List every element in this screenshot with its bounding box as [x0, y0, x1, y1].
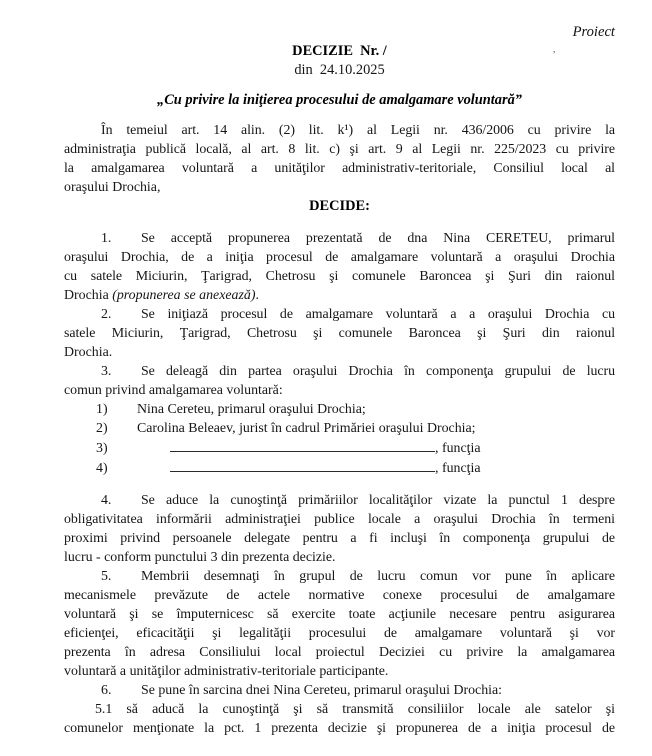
point-3-text: Se deleagă din partea oraşului Drochia în componenţa grupului de lucru	[141, 364, 615, 379]
point-4-number: 4.	[101, 493, 112, 508]
delegate-number: 4)	[96, 461, 108, 476]
preamble-paragraph	[64, 121, 615, 197]
point-1-line: oraşului Drochia, de a iniţia procesul de amalgamare voluntară a oraşului Drochia	[64, 250, 615, 265]
point-4-line: lucru - conform punctului 3 din prezenta decizie.	[64, 550, 336, 565]
watermark-proiect: Proiect	[572, 24, 615, 40]
point-3-line: comun privind amalgamarea voluntară:	[64, 383, 283, 398]
point-5-text: Membrii desemnaţi în grupul de lucru comun vor pune în aplicare	[141, 569, 615, 584]
point-5-line: prezenta în adresa Consiliului local proiectul Deciziei cu privire la amalgamarea	[64, 645, 615, 660]
point-1-text: .	[255, 288, 259, 303]
point-5-line: voluntară a unităţilor administrativ-teritoriale participante.	[64, 664, 389, 679]
point-1-text: Drochia	[64, 288, 113, 303]
point-5-number: 5.	[101, 569, 112, 584]
point-5-line: voluntară şi se împuternicesc să exercite toate acţiunile necesare pentru asigurarea	[64, 607, 615, 622]
point-6-1-paragraph	[64, 700, 615, 738]
delegate-row	[64, 419, 615, 438]
point-6-1-line: comunelor menţionate la pct. 1 prezenta decizie şi propunerea de a iniţia procesul de	[64, 721, 615, 736]
doc-number-line: DECIZIE Nr. /	[292, 43, 387, 59]
point-1-number: 1.	[101, 231, 112, 246]
point-4-text: Se aduce la cunoştinţă primăriilor localităţilor vizate la punctul 1 despre	[141, 493, 615, 508]
point-3-paragraph	[64, 362, 615, 400]
point-5-line	[64, 567, 615, 586]
point-6-number: 6.	[101, 683, 112, 698]
delegate-text: , funcţia	[435, 441, 481, 456]
point-2-text: Se iniţiază procesul de amalgamare voluntară a a oraşului Drochia cu	[141, 307, 615, 322]
point-2-number: 2.	[101, 307, 112, 322]
preamble-line: oraşului Drochia,	[64, 180, 161, 195]
point-5-line: eficienţei, eficacităţii şi legalităţii procesului de amalgamare voluntară şi vor	[64, 626, 615, 641]
delegate-number: 3)	[96, 441, 108, 456]
blank-name-field	[170, 458, 435, 472]
preamble-line: În temeiul art. 14 alin. (2) lit. k¹) al Legii nr. 436/2006 cu privire la	[101, 123, 615, 138]
point-2-paragraph	[64, 305, 615, 362]
point-5-line: mecanismele prevăzute de actele normative conexe procesului de amalgamare	[64, 588, 615, 603]
point-1-line	[64, 229, 615, 248]
delegate-text: Carolina Beleaev, jurist în cadrul Primăriei oraşului Drochia;	[137, 421, 476, 436]
point-2-line: Drochia.	[64, 345, 113, 360]
delegate-row	[64, 458, 615, 478]
blank-name-field	[170, 438, 435, 452]
delegate-row	[64, 400, 615, 419]
point-1-line: cu satele Miciurin, Ţarigrad, Chetrosu şi comunele Baroncea şi Şuri din raionul	[64, 269, 615, 284]
point-2-line: satele Miciurin, Ţarigrad, Chetrosu şi comunele Baroncea şi Şuri din raionul	[64, 326, 615, 341]
point-4-line: obligativitatea informării administraţiei publice locale a oraşului Drochia în termeni	[64, 512, 615, 527]
decide-heading: DECIDE:	[309, 198, 370, 214]
point-2-line	[64, 305, 615, 324]
point-3-number: 3.	[101, 364, 112, 379]
scan-artifact: ,	[553, 44, 556, 54]
point-1-paragraph	[64, 229, 615, 305]
point-1-line	[64, 286, 615, 305]
point-1-text: Se acceptă propunerea prezentată de dna Nina CERETEU, primarul	[141, 231, 615, 246]
delegates-list	[64, 400, 615, 478]
preamble-line: administraţia publică locală, al art. 8 lit. c) şi art. 9 al Legii nr. 225/2023 cu privire	[64, 142, 615, 157]
point-3-line	[64, 362, 615, 381]
delegate-number: 2)	[96, 421, 108, 436]
point-4-line	[64, 491, 615, 510]
point-4-line: proximi privind persoanele delegate pentru a fi incluşi în componenţa grupului de	[64, 531, 615, 546]
doc-date-line: din 24.10.2025	[294, 62, 385, 78]
point-1-annex-note: (propunerea se anexează)	[112, 288, 256, 303]
point-5-paragraph	[64, 567, 615, 681]
doc-subject-title: „Cu privire la iniţierea procesului de amalgamare voluntară”	[157, 92, 522, 108]
delegate-number: 1)	[96, 402, 108, 417]
delegate-text: Nina Cereteu, primarul oraşului Drochia;	[137, 402, 366, 417]
point-6-paragraph	[64, 681, 615, 700]
delegate-row	[64, 438, 615, 458]
point-6-1-number: 5.1	[95, 702, 113, 717]
point-6-1-text: să aducă la cunoştinţă şi să transmită consiliilor locale ale satelor şi	[126, 702, 615, 717]
point-6-text: Se pune în sarcina dnei Nina Cereteu, primarul oraşului Drochia:	[141, 683, 503, 698]
delegate-text: , funcţia	[435, 461, 481, 476]
preamble-line: la amalgamarea voluntară a unităţilor administrativ-teritoriale, Consiliul local al	[64, 161, 615, 176]
point-4-paragraph	[64, 491, 615, 567]
point-6-1-line	[64, 700, 615, 719]
point-6-line	[64, 681, 615, 700]
